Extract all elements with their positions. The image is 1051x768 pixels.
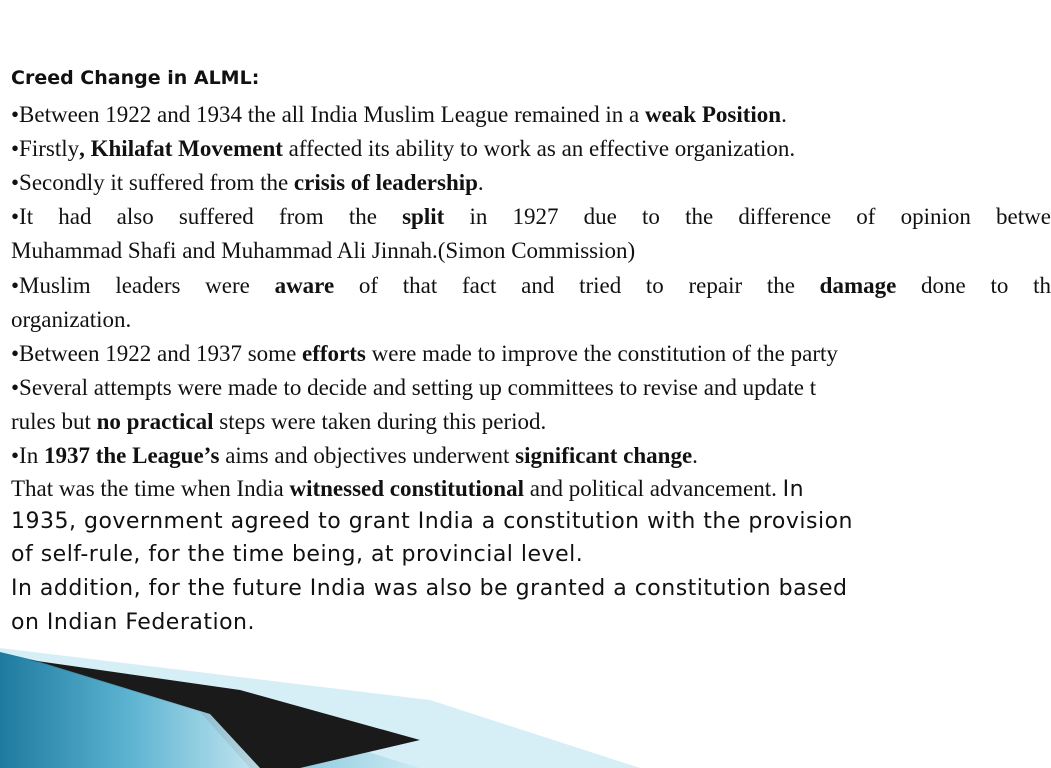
word: due	[583, 204, 617, 229]
text: steps were taken during this period.	[213, 409, 547, 434]
text: aims and objectives underwent	[219, 443, 516, 468]
bold-word: damage	[819, 273, 897, 298]
bullet-khilafat	[11, 134, 795, 164]
word: th	[1033, 273, 1051, 298]
bullet-attempts-line2	[11, 407, 546, 437]
word: from	[278, 204, 324, 229]
bold-text: 1937 the League’s	[43, 443, 220, 468]
text: and political advancement.	[523, 476, 783, 501]
bullet-weak-position	[11, 100, 787, 130]
word: fact	[461, 273, 497, 298]
word: opinion	[900, 204, 971, 229]
word: had	[58, 204, 92, 229]
text: rules but	[11, 409, 97, 434]
bold-word: aware	[274, 273, 335, 298]
bullet-efforts	[11, 339, 838, 369]
text: •Between 1922 and 1934 the all India Muslim League remained in a	[11, 102, 645, 127]
slide-heading: Creed Change in ALML:	[11, 67, 260, 89]
word: the	[766, 273, 795, 298]
bullet-split-line1	[11, 202, 1051, 232]
word: in	[469, 204, 488, 229]
text: •Firstly	[11, 136, 80, 161]
text: were made to improve the constitution of the party	[365, 341, 838, 366]
word: difference	[738, 204, 832, 229]
text: .	[692, 443, 698, 468]
bullet-aware-line2: organization.	[11, 307, 132, 332]
word: the	[348, 204, 377, 229]
text: •In	[11, 443, 44, 468]
text: .	[477, 170, 484, 195]
text: .	[781, 102, 787, 127]
word: the	[685, 204, 714, 229]
text: •Secondly it suffered from the	[11, 170, 294, 195]
text: In	[782, 477, 805, 502]
text: with the provision	[639, 509, 853, 534]
paragraph-advancement-line2	[11, 507, 853, 537]
text: affected its ability to work as an effective organization.	[282, 136, 796, 161]
bullet-split-line2: Muhammad Shafi and Muhammad Ali Jinnah.(Simon Commission)	[11, 238, 636, 263]
word: •Muslim	[11, 273, 91, 298]
word: of	[856, 204, 876, 229]
text: •Between 1922 and 1937 some	[11, 341, 303, 366]
text: That was the time when India	[11, 476, 290, 501]
paragraph-advancement-line4: In addition, for the future India was also be granted a constitution based	[11, 576, 848, 601]
highlight-text: grant India a constitution	[348, 509, 640, 534]
word: of	[358, 273, 379, 298]
word: also	[116, 204, 154, 229]
bold-text: crisis of leadership	[293, 170, 478, 195]
paragraph-advancement-line5	[11, 608, 255, 638]
word: leaders	[115, 273, 181, 298]
bold-text: no practical	[96, 409, 214, 434]
bullet-leadership	[11, 168, 484, 198]
highlight-text: Indian Federation	[46, 610, 248, 635]
text: .	[247, 610, 255, 635]
bullet-1937	[11, 441, 698, 471]
word: betwe	[996, 204, 1051, 229]
paragraph-advancement-line3: of self-rule, for the time being, at provincial level.	[11, 542, 584, 567]
word: •It	[11, 204, 34, 229]
bullet-aware-line1	[11, 271, 1051, 301]
word: and	[521, 273, 555, 298]
bold-text: significant change	[515, 443, 693, 468]
text: 1935, government agreed to	[11, 509, 349, 534]
word: done	[921, 273, 966, 298]
bold-word: split	[402, 204, 445, 229]
word: suffered	[178, 204, 254, 229]
word: were	[205, 273, 250, 298]
word: 1927	[512, 204, 559, 229]
word: that	[402, 273, 438, 298]
bold-text: efforts	[302, 341, 366, 366]
bullet-attempts-line1: •Several attempts were made to decide and setting up committees to revise and update t	[11, 375, 817, 400]
word: to	[642, 204, 660, 229]
text: on	[11, 610, 47, 635]
bold-text: , Khilafat Movement	[79, 136, 283, 161]
word: tried	[579, 273, 622, 298]
bold-text: witnessed constitutional	[289, 476, 524, 501]
word: repair	[688, 273, 743, 298]
word: to	[645, 273, 664, 298]
bold-text: weak Position	[644, 102, 782, 127]
paragraph-advancement-line1	[11, 474, 804, 507]
word: to	[990, 273, 1009, 298]
